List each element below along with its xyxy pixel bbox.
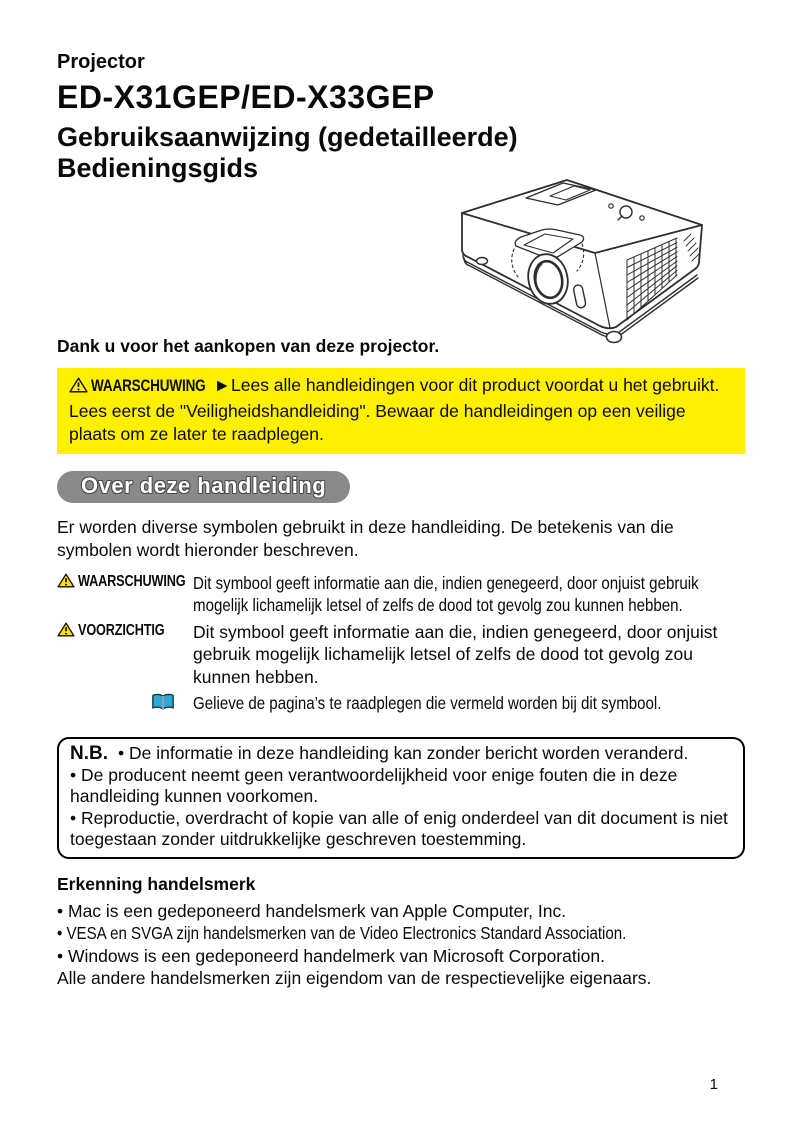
warning-triangle-icon bbox=[57, 622, 75, 642]
legend-label: VOORZICHTIG bbox=[78, 621, 165, 639]
trademark-item: • Windows is een gedeponeerd handelmerk van Microsoft Corporation. bbox=[57, 945, 605, 966]
legend-text: Dit symbool geeft informatie aan die, indien genegeerd, door onjuist gebruik mogelijk lichamelijk letsel of zelfs de dood tot gevolg zou kunnen hebben. bbox=[193, 621, 718, 687]
book-icon bbox=[151, 693, 175, 716]
page-title: ED-X31GEP/ED-X33GEP bbox=[57, 79, 435, 115]
trademark-item: • VESA en SVGA zijn handelsmerken van de Video Electronics Standard Association. bbox=[57, 923, 627, 943]
trademark-list bbox=[57, 900, 745, 990]
product-kicker: Projector bbox=[57, 51, 145, 73]
projector-illustration bbox=[452, 165, 802, 355]
nb-item: • De informatie in deze handleiding kan zonder bericht worden veranderd. bbox=[118, 743, 689, 763]
warning-triangle-icon bbox=[57, 573, 75, 593]
section-header-pill: Over deze handleiding bbox=[57, 471, 350, 503]
thanks-line: Dank u voor het aankopen van deze projector. bbox=[57, 336, 440, 356]
nb-label: N.B. bbox=[70, 743, 108, 764]
warning-text: ►Lees alle handleidingen voor dit product voordat u het gebruikt. Lees eerst de "Veiligheidshandleiding". Bewaar de handleidingen op een veilige plaats om ze later te raadplegen. bbox=[69, 375, 720, 444]
symbol-legend bbox=[57, 572, 745, 717]
warning-highlight-box bbox=[57, 368, 745, 454]
trademark-item: • Mac is een gedeponeerd handelsmerk van Apple Computer, Inc. bbox=[57, 900, 567, 921]
section-intro: Er worden diverse symbolen gebruikt in deze handleiding. De betekenis van die symbolen wordt hieronder beschreven. bbox=[57, 516, 674, 560]
nb-notice-box bbox=[57, 737, 745, 859]
subtitle-line2: Bedieningsgids bbox=[57, 153, 259, 183]
subtitle-line1: Gebruiksaanwijzing (gedetailleerde) bbox=[57, 122, 518, 152]
legend-label: WAARSCHUWING bbox=[78, 572, 186, 590]
nb-item: • De producent neemt geen verantwoordelijkheid voor enige fouten die in deze handleiding kunnen voorkomen. bbox=[70, 764, 678, 806]
warning-label: WAARSCHUWING bbox=[91, 377, 206, 395]
legend-text: Dit symbool geeft informatie aan die, indien genegeerd, door onjuist gebruik mogelijk lichamelijk letsel of zelfs de dood tot gevolg zou kunnen hebben. bbox=[193, 572, 699, 615]
legend-row-voorzichtig bbox=[57, 621, 745, 689]
legend-row-waarschuwing bbox=[57, 572, 745, 617]
legend-text: Gelieve de pagina’s te raadplegen die vermeld worden bij dit symbool. bbox=[193, 693, 662, 713]
trademark-item: Alle andere handelsmerken zijn eigendom van de respectievelijke eigenaars. bbox=[57, 968, 652, 988]
warning-triangle-icon bbox=[69, 376, 88, 400]
legend-row-book bbox=[57, 692, 745, 716]
page-number: 1 bbox=[709, 1076, 718, 1093]
trademark-heading: Erkenning handelsmerk bbox=[57, 873, 256, 894]
nb-item: • Reproductie, overdracht of kopie van alle of enig onderdeel van dit document is niet toegestaan zonder uitdrukkelijke geschreven toestemming. bbox=[70, 807, 728, 849]
